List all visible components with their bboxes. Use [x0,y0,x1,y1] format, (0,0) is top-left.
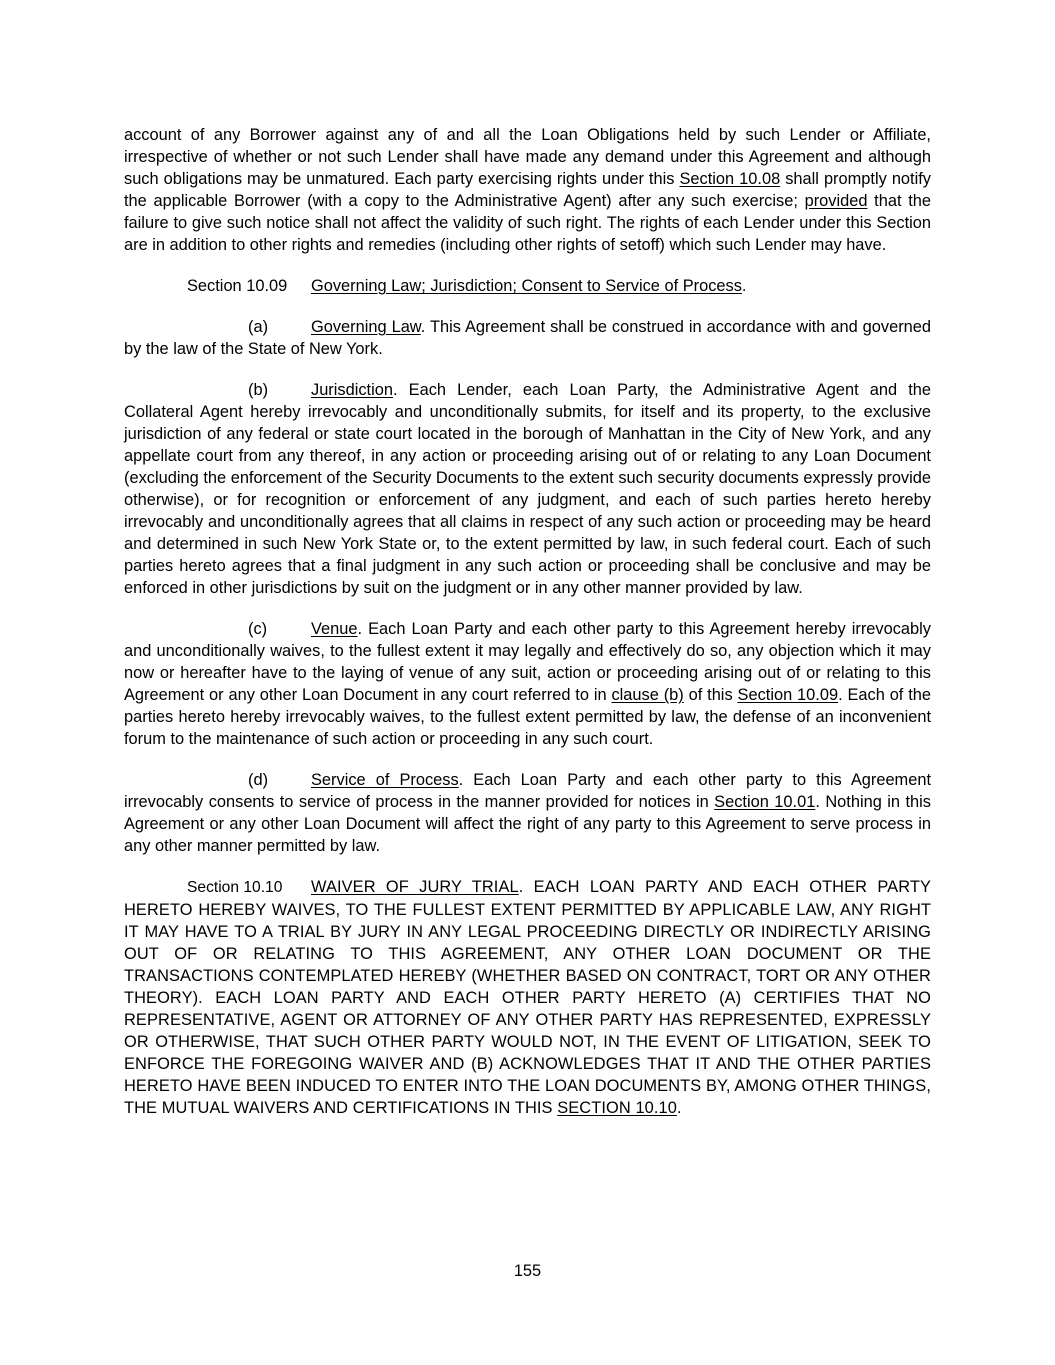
clause-b-heading: Jurisdiction [311,381,393,399]
setoff-paragraph-continuation [124,124,931,256]
clause-c-venue [124,618,931,750]
clause-a-heading: Governing Law [311,318,421,336]
provided-term: provided [804,192,868,210]
clause-c-text-1: . Each Loan Party and each other party to this Agreement hereby irrevocably and unconditionally waives, to the fullest extent it may legally and effectively do so, any objection which it may now or hereafter have to the laying of venue of any suit, action or proceeding arising out of or relating to this Agreement or any other Loan Document in any court referred to in [124,620,931,704]
section-10-09-title-end: . [741,277,747,295]
clause-b-text: . Each Lender, each Loan Party, the Administrative Agent and the Collateral Agent hereby irrevocably and unconditionally submits, for itself and its property, to the exclusive jurisdiction of any federal or state court located in the borough of Manhattan in the City of New York, and any appellate court from any thereof, in any action or proceeding arising out of or relating to any Loan Document (excluding the enforcement of the Security Documents to the extent such security documents expressly provide otherwise), or for recognition or enforcement of any judgment, and each of such parties hereto hereby irrevocably and unconditionally agrees that all claims in respect of any such action or proceeding may be heard and determined in such New York State or, to the extent permitted by law, in such federal court. Each of such parties hereto agrees that a final judgment in any such action or proceeding shall be conclusive and may be enforced in other jurisdictions by suit on the judgment or in any other manner provided by law. [124,381,931,597]
clause-b-jurisdiction [124,379,931,599]
section-10-10-title: WAIVER OF JURY TRIAL [311,878,519,896]
setoff-text-3: that the failure to give such notice shall not affect the validity of such right. The rights of each Lender under this Section are in addition to other rights and remedies (including other rights of setoff) which such Lender may have. [124,192,931,254]
clause-d-text-1: . Each Loan Party and each other party to this Agreement irrevocably consents to service of process in the manner provided for notices in [124,771,931,811]
clause-d-text-2: . Nothing in this Agreement or any other Loan Document will affect the right of any party to this Agreement to serve process in any other manner permitted by law. [124,793,931,855]
page-body [124,124,931,1119]
section-10-08-reference: Section 10.08 [679,170,781,188]
clause-a-governing-law [124,316,931,360]
section-10-09-reference: Section 10.09 [737,686,839,704]
setoff-text-2: shall promptly notify the applicable Borrower (with a copy to the Administrative Agent) after any such exercise; [124,170,931,210]
section-10-09-title: Governing Law; Jurisdiction; Consent to Service of Process [311,277,742,295]
section-10-09-number: Section 10.09 [187,277,288,295]
clause-d-label: (d) [248,771,269,789]
clause-c-text-3: . Each of the parties hereto hereby irrevocably waives, to the fullest extent permitted by law, the defense of an inconvenient forum to the maintenance of such action or proceeding in any such court. [124,686,932,748]
clause-d-service-of-process [124,769,931,857]
section-10-10-text: . EACH LOAN PARTY AND EACH OTHER PARTY HERETO HEREBY WAIVES, TO THE FULLEST EXTENT PERMITTED BY APPLICABLE LAW, ANY RIGHT IT MAY HAVE TO A TRIAL BY JURY IN ANY LEGAL PROCEEDING DIRECTLY OR INDIRECTLY ARISING OUT OF OR RELATING TO THIS AGREEMENT, ANY OTHER LOAN DOCUMENT OR THE TRANSACTIONS CONTEMPLATED HEREBY (WHETHER BASED ON CONTRACT, TORT OR ANY OTHER THEORY). EACH LOAN PARTY AND EACH OTHER PARTY HERETO (A) CERTIFIES THAT NO REPRESENTATIVE, AGENT OR ATTORNEY OF ANY OTHER PARTY HAS REPRESENTED, EXPRESSLY OR OTHERWISE, THAT SUCH OTHER PARTY WOULD NOT, IN THE EVENT OF LITIGATION, SEEK TO ENFORCE THE FOREGOING WAIVER AND (B) ACKNOWLEDGES THAT IT AND THE OTHER PARTIES HERETO HAVE BEEN INDUCED TO ENTER INTO THE LOAN DOCUMENTS BY, AMONG OTHER THINGS, THE MUTUAL WAIVERS AND CERTIFICATIONS IN THIS [124,878,931,1117]
section-10-10-jury-waiver [124,876,931,1119]
section-10-09-heading [124,275,931,297]
clause-d-heading: Service of Process [311,771,459,789]
section-10-10-number: Section 10.10 [187,879,283,896]
clause-c-text-2: of this [683,686,738,704]
section-10-01-reference: Section 10.01 [714,793,816,811]
setoff-text-1: account of any Borrower against any of and all the Loan Obligations held by such Lender or Affiliate, irrespective of whether or not such Lender shall have made any demand under this Agreement and although such obligations may be unmatured. Each party exercising rights under this [124,126,931,188]
clause-c-label: (c) [248,620,268,638]
clause-a-label: (a) [248,318,269,336]
page-number: 155 [513,1262,542,1280]
section-10-10-reference: SECTION 10.10 [557,1099,677,1117]
clause-c-heading: Venue [311,620,358,638]
clause-b-label: (b) [248,381,269,399]
clause-b-reference: clause (b) [611,686,684,704]
section-10-10-end: . [676,1099,682,1117]
clause-a-text: . This Agreement shall be construed in accordance with and governed by the law of the State of New York. [124,318,932,358]
